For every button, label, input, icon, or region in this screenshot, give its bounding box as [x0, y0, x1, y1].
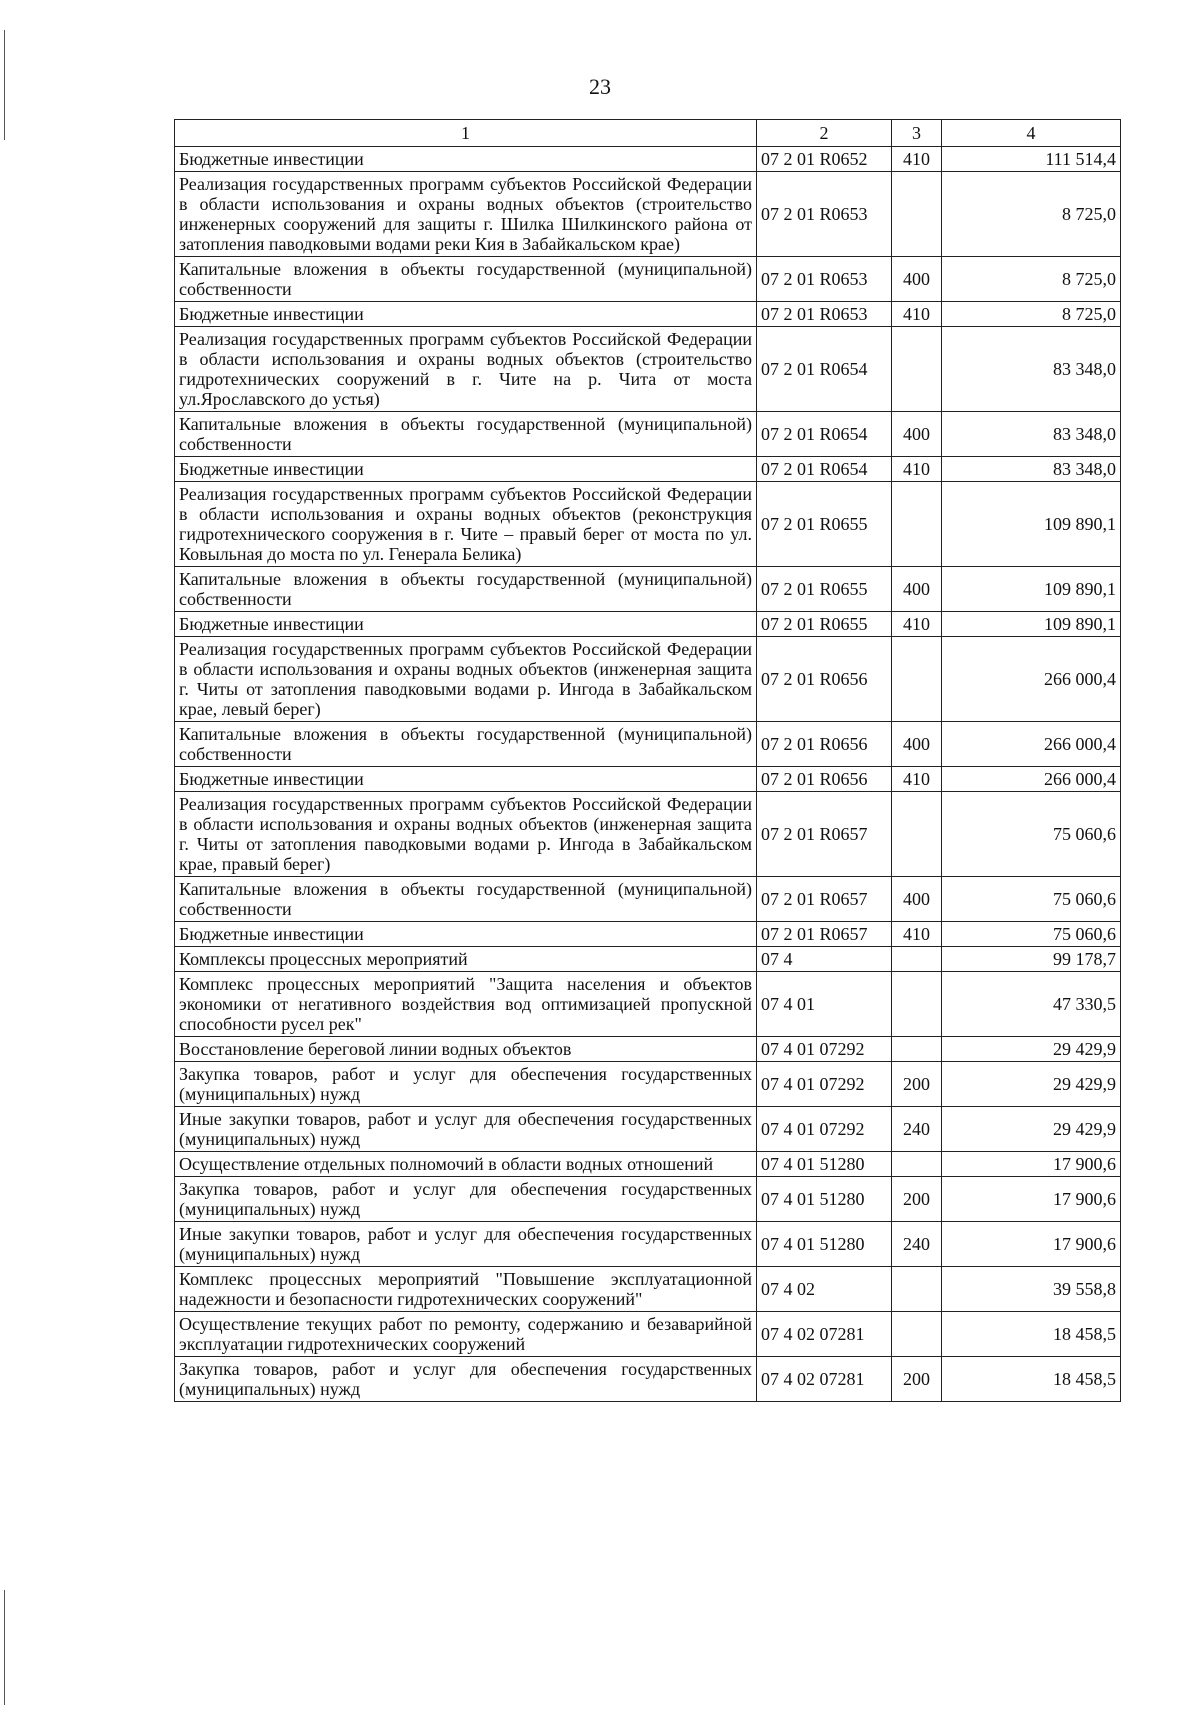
row-expense-type-cell: 200 [892, 1062, 942, 1107]
table-row [175, 1267, 1121, 1312]
row-expense-type-cell: 410 [892, 147, 942, 172]
row-expense-type-cell [892, 792, 942, 877]
row-sum-cell: 29 429,9 [942, 1107, 1121, 1152]
row-name-cell: Комплексы процессных мероприятий [175, 947, 757, 972]
row-sum-cell: 83 348,0 [942, 457, 1121, 482]
column-header-name: 1 [175, 120, 757, 147]
table-row [175, 457, 1121, 482]
row-code-cell: 07 4 01 07292 [757, 1062, 892, 1107]
row-sum-cell: 75 060,6 [942, 922, 1121, 947]
row-code-cell: 07 2 01 R0653 [757, 172, 892, 257]
table-row [175, 1312, 1121, 1357]
table-row [175, 722, 1121, 767]
row-expense-type-cell: 410 [892, 922, 942, 947]
row-sum-cell: 109 890,1 [942, 567, 1121, 612]
row-sum-cell: 266 000,4 [942, 637, 1121, 722]
budget-table [174, 119, 1121, 1402]
page-number: 23 [589, 74, 611, 99]
row-expense-type-cell: 240 [892, 1222, 942, 1267]
row-sum-cell: 111 514,4 [942, 147, 1121, 172]
row-code-cell: 07 4 01 07292 [757, 1037, 892, 1062]
row-expense-type-cell: 410 [892, 767, 942, 792]
table-row [175, 1177, 1121, 1222]
row-sum-cell: 75 060,6 [942, 792, 1121, 877]
row-name-cell: Восстановление береговой линии водных объектов [175, 1037, 757, 1062]
row-code-cell: 07 4 01 51280 [757, 1222, 892, 1267]
row-code-cell: 07 2 01 R0654 [757, 327, 892, 412]
row-code-cell: 07 2 01 R0657 [757, 922, 892, 947]
row-name-cell: Реализация государственных программ субъектов Российской Федерации в области использования и охраны водных объектов (инженерная защита г. Читы от затопления паводковыми водами р. Ингода в Забайкальском крае, левый берег) [175, 637, 757, 722]
table-row [175, 792, 1121, 877]
row-sum-cell: 266 000,4 [942, 722, 1121, 767]
row-name-cell: Бюджетные инвестиции [175, 767, 757, 792]
table-row [175, 327, 1121, 412]
row-sum-cell: 47 330,5 [942, 972, 1121, 1037]
row-code-cell: 07 4 01 51280 [757, 1152, 892, 1177]
row-expense-type-cell: 410 [892, 457, 942, 482]
row-code-cell: 07 4 01 07292 [757, 1107, 892, 1152]
row-name-cell: Капитальные вложения в объекты государственной (муниципальной) собственности [175, 877, 757, 922]
row-code-cell: 07 2 01 R0657 [757, 792, 892, 877]
row-expense-type-cell: 400 [892, 412, 942, 457]
row-sum-cell: 266 000,4 [942, 767, 1121, 792]
row-code-cell: 07 2 01 R0655 [757, 567, 892, 612]
row-code-cell: 07 4 02 [757, 1267, 892, 1312]
row-name-cell: Капитальные вложения в объекты государственной (муниципальной) собственности [175, 257, 757, 302]
row-expense-type-cell: 200 [892, 1357, 942, 1402]
row-code-cell: 07 2 01 R0655 [757, 612, 892, 637]
row-name-cell: Иные закупки товаров, работ и услуг для обеспечения государственных (муниципальных) нужд [175, 1222, 757, 1267]
row-sum-cell: 83 348,0 [942, 412, 1121, 457]
table-row [175, 972, 1121, 1037]
row-expense-type-cell [892, 1267, 942, 1312]
row-expense-type-cell [892, 1037, 942, 1062]
row-expense-type-cell: 400 [892, 257, 942, 302]
row-name-cell: Реализация государственных программ субъектов Российской Федерации в области использования и охраны водных объектов (инженерная защита г. Читы от затопления паводковыми водами р. Ингода в Забайкальском крае, правый берег) [175, 792, 757, 877]
row-expense-type-cell [892, 1152, 942, 1177]
table-row [175, 637, 1121, 722]
row-name-cell: Бюджетные инвестиции [175, 457, 757, 482]
table-row [175, 482, 1121, 567]
table-row [175, 172, 1121, 257]
row-code-cell: 07 4 02 07281 [757, 1357, 892, 1402]
table-row [175, 922, 1121, 947]
row-sum-cell: 39 558,8 [942, 1267, 1121, 1312]
table-row [175, 147, 1121, 172]
row-expense-type-cell: 410 [892, 612, 942, 637]
row-name-cell: Бюджетные инвестиции [175, 147, 757, 172]
table-row [175, 1152, 1121, 1177]
row-code-cell: 07 2 01 R0656 [757, 767, 892, 792]
row-name-cell: Закупка товаров, работ и услуг для обеспечения государственных (муниципальных) нужд [175, 1062, 757, 1107]
row-expense-type-cell [892, 327, 942, 412]
row-code-cell: 07 2 01 R0653 [757, 257, 892, 302]
table-body [175, 147, 1121, 1402]
row-name-cell: Бюджетные инвестиции [175, 302, 757, 327]
row-code-cell: 07 2 01 R0657 [757, 877, 892, 922]
table-row [175, 257, 1121, 302]
row-code-cell: 07 4 01 51280 [757, 1177, 892, 1222]
row-name-cell: Осуществление отдельных полномочий в области водных отношений [175, 1152, 757, 1177]
row-expense-type-cell [892, 172, 942, 257]
row-name-cell: Капитальные вложения в объекты государственной (муниципальной) собственности [175, 567, 757, 612]
column-header-expense-type: 3 [892, 120, 942, 147]
row-name-cell: Закупка товаров, работ и услуг для обеспечения государственных (муниципальных) нужд [175, 1357, 757, 1402]
row-expense-type-cell [892, 482, 942, 567]
row-code-cell: 07 2 01 R0655 [757, 482, 892, 567]
row-name-cell: Реализация государственных программ субъектов Российской Федерации в области использования и охраны водных объектов (строительство инженерных сооружений для защиты г. Шилка Шилкинского района от затопления паводковыми водами реки Кия в Забайкальском крае) [175, 172, 757, 257]
table-row [175, 877, 1121, 922]
table-row [175, 567, 1121, 612]
row-expense-type-cell [892, 637, 942, 722]
row-sum-cell: 17 900,6 [942, 1177, 1121, 1222]
row-expense-type-cell: 410 [892, 302, 942, 327]
table-row [175, 947, 1121, 972]
row-expense-type-cell: 400 [892, 722, 942, 767]
row-sum-cell: 17 900,6 [942, 1222, 1121, 1267]
row-sum-cell: 17 900,6 [942, 1152, 1121, 1177]
row-sum-cell: 75 060,6 [942, 877, 1121, 922]
column-header-sum: 4 [942, 120, 1121, 147]
row-sum-cell: 109 890,1 [942, 612, 1121, 637]
row-name-cell: Осуществление текущих работ по ремонту, содержанию и безаварийной эксплуатации гидротехнических сооружений [175, 1312, 757, 1357]
row-code-cell: 07 2 01 R0653 [757, 302, 892, 327]
table-header-row [175, 120, 1121, 147]
row-code-cell: 07 2 01 R0652 [757, 147, 892, 172]
row-sum-cell: 29 429,9 [942, 1062, 1121, 1107]
row-code-cell: 07 4 [757, 947, 892, 972]
row-code-cell: 07 2 01 R0656 [757, 637, 892, 722]
row-sum-cell: 18 458,5 [942, 1312, 1121, 1357]
row-sum-cell: 29 429,9 [942, 1037, 1121, 1062]
row-sum-cell: 8 725,0 [942, 172, 1121, 257]
row-name-cell: Капитальные вложения в объекты государственной (муниципальной) собственности [175, 412, 757, 457]
column-header-code: 2 [757, 120, 892, 147]
row-name-cell: Капитальные вложения в объекты государственной (муниципальной) собственности [175, 722, 757, 767]
scan-edge-mark [4, 1590, 5, 1705]
table-row [175, 412, 1121, 457]
row-sum-cell: 8 725,0 [942, 302, 1121, 327]
table-row [175, 1357, 1121, 1402]
row-sum-cell: 83 348,0 [942, 327, 1121, 412]
row-expense-type-cell [892, 1312, 942, 1357]
row-code-cell: 07 2 01 R0654 [757, 412, 892, 457]
row-name-cell: Комплекс процессных мероприятий "Защита населения и объектов экономики от негативного воздействия вод оптимизацией пропускной способности русел рек" [175, 972, 757, 1037]
table-row [175, 1062, 1121, 1107]
table-row [175, 1222, 1121, 1267]
row-code-cell: 07 4 01 [757, 972, 892, 1037]
row-expense-type-cell: 400 [892, 567, 942, 612]
row-sum-cell: 18 458,5 [942, 1357, 1121, 1402]
row-name-cell: Комплекс процессных мероприятий "Повышение эксплуатационной надежности и безопасности гидротехнических сооружений" [175, 1267, 757, 1312]
row-sum-cell: 99 178,7 [942, 947, 1121, 972]
row-expense-type-cell: 240 [892, 1107, 942, 1152]
row-code-cell: 07 2 01 R0656 [757, 722, 892, 767]
row-expense-type-cell: 200 [892, 1177, 942, 1222]
row-name-cell: Реализация государственных программ субъектов Российской Федерации в области использования и охраны водных объектов (реконструкция гидротехнического сооружения в г. Чите – правый берег от моста по ул. Ковыльная до моста по ул. Генерала Белика) [175, 482, 757, 567]
table-row [175, 1107, 1121, 1152]
row-expense-type-cell [892, 972, 942, 1037]
row-code-cell: 07 4 02 07281 [757, 1312, 892, 1357]
row-sum-cell: 8 725,0 [942, 257, 1121, 302]
table-row [175, 612, 1121, 637]
row-expense-type-cell [892, 947, 942, 972]
table-row [175, 1037, 1121, 1062]
table-row [175, 767, 1121, 792]
row-name-cell: Бюджетные инвестиции [175, 612, 757, 637]
row-name-cell: Бюджетные инвестиции [175, 922, 757, 947]
row-name-cell: Закупка товаров, работ и услуг для обеспечения государственных (муниципальных) нужд [175, 1177, 757, 1222]
row-name-cell: Иные закупки товаров, работ и услуг для обеспечения государственных (муниципальных) нужд [175, 1107, 757, 1152]
row-code-cell: 07 2 01 R0654 [757, 457, 892, 482]
row-expense-type-cell: 400 [892, 877, 942, 922]
row-sum-cell: 109 890,1 [942, 482, 1121, 567]
row-name-cell: Реализация государственных программ субъектов Российской Федерации в области использования и охраны водных объектов (строительство гидротехнических сооружений в г. Чите на р. Чита от моста ул.Ярославского до устья) [175, 327, 757, 412]
table-row [175, 302, 1121, 327]
